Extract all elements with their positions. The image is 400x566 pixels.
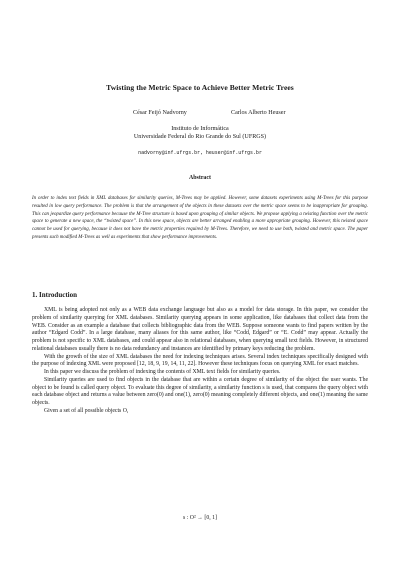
author-emails: nadvorny@inf.ufrgs.br, heuser@inf.ufrgs.br — [138, 150, 262, 156]
body-paragraph: With the growth of the size of XML databases the need for indexing techniques arises. Several index techniques specifically designed with the purpose of indexing XML were proposed [12, 18, 9, 19, 14, 11, 22]. However these techniques focus on querying XML for exact matches. — [32, 353, 368, 368]
section-body — [32, 307, 368, 416]
similarity-formula: s : O² → [0, 1] — [183, 515, 217, 521]
section-heading: 1. Introduction — [32, 291, 77, 299]
author-name: Carlos Alberto Heuser — [231, 110, 286, 116]
body-paragraph: In this paper we discuss the problem of indexing the contents of XML text fields for similarity queries. — [44, 369, 281, 375]
paper-title: Twisting the Metric Space to Achieve Better Metric Trees — [106, 83, 294, 92]
body-paragraph: Similarity queries are used to find objects in the database that are within a certain degree of similarity of the object the user wants. The object to be found is called query object. To evaluate this degree of similarity, a similarity function s is used, that compares the query object with each database object and returns a value between zero(0) and one(1), zero(0) meaning completely different objects, and one(1) meaning the same objects. — [32, 376, 368, 406]
abstract-text: In order to index text fields in XML databases for similarity queries, M-Trees may be applied. However, some datasets experiments using M-Trees for this purpose resulted in low query performance. The problem is that the arrangement of the objects in these datasets over the metric space seems to be inappropriate for grouping. This can jeopardize query performance because the M-Tree structure is based upon grouping of similar objects. We propose applying a twisting function over the metric space to generate a new space, the “twisted space”. In this new space, objects are better arranged enabling a more appropriate grouping. However, this twisted space cannot be used for querying, because it does not have the metric properties required by M-Trees. Therefore, we need to use both, twisted and metric space. The paper presents such modified M-Trees as well as experiments that show performance improvements. — [32, 196, 368, 240]
body-paragraph: Given a set of all possible objects O, — [44, 407, 129, 414]
abstract-heading: Abstract — [189, 175, 211, 181]
institution-university: Universidade Federal do Rio Grande do Sul (UFRGS) — [133, 134, 267, 140]
institution-department: Instituto de Informática — [171, 126, 229, 132]
author-name: César Feijó Nadvorny — [133, 110, 187, 116]
body-paragraph: XML is being adopted not only as a WEB data exchange language but also as a model for data storage. In this paper, we consider the problem of similarity querying for XML databases. Similarity querying appears in some application, like databases that collect data from the WEB. Consider as an example a database that collects bibliographic data from the WEB. Suppose someone wants to find papers written by the author “Edgard Codd”. In a large database, many aliases for this same author, like “Codd, Edgard” or “E. Codd” may appear. Actually the problem is not specific to XML databases, and could appear also in relational databases, when querying small text fields. However, in structured relational databases usually there is no data redundancy and instances are identified by primary keys reducing the problem. — [32, 307, 368, 352]
